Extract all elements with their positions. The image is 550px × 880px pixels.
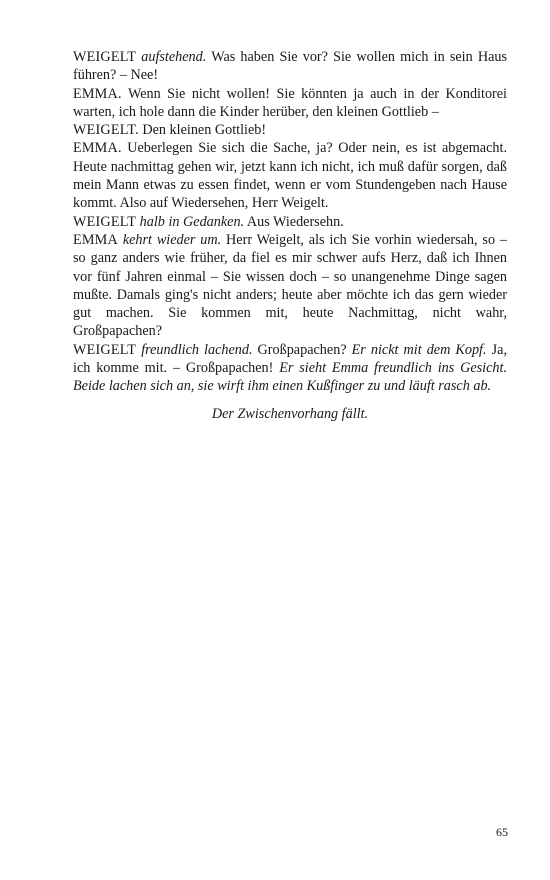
speaker-name: WEIGELT xyxy=(73,213,137,230)
speaker-name: WEIGELT xyxy=(73,49,137,65)
body-text xyxy=(73,48,507,396)
spoken-text: Wenn Sie nicht wollen! Sie könnten ja auch in der Konditorei warten, ich hole dann die Kinder herüber, den kleinen Gottlieb – xyxy=(73,85,507,120)
stage-direction: halb in Gedanken. xyxy=(139,213,245,230)
spoken-text: Ja, ich komme mit. – Großpapachen! xyxy=(73,341,507,377)
spoken-text: Herr Weigelt, als ich Sie vorhin wiedersah, so – so ganz anders wie früher, da fiel es mir schwer aufs Herz, daß ich Ihnen vor fünf Jahren einmal – Sie wissen doch – so unangenehme Dinge sagen mußte. Damals ging's nicht anders; heute aber möchte ich das gern wieder gut machen. Sie kommen mit, heute Nachmittag, nicht wahr, Großpapachen? xyxy=(73,231,507,340)
speaker-name: WEIGELT. xyxy=(73,122,139,139)
dialogue-paragraph xyxy=(73,121,507,139)
stage-direction: Er sieht Emma freundlich ins Gesicht. Beide lachen sich an, sie wirft ihm einen Kußfinger zu und läuft rasch ab. xyxy=(73,360,507,395)
dialogue-paragraph xyxy=(73,213,507,231)
page-number: 65 xyxy=(496,825,508,839)
speaker-name: EMMA. xyxy=(73,85,122,102)
stage-direction: freundlich lachend. xyxy=(141,341,253,358)
spoken-text: Was haben Sie vor? Sie wollen mich in sein Haus führen? – Nee! xyxy=(73,49,508,84)
dialogue-paragraph xyxy=(73,85,507,122)
stage-direction-curtain: Der Zwischenvorhang fällt. xyxy=(211,406,369,422)
dialogue-paragraph xyxy=(73,231,507,341)
speaker-name: EMMA. xyxy=(73,140,122,157)
dialogue-paragraph xyxy=(73,341,507,396)
dialogue-paragraph xyxy=(73,139,507,212)
spoken-text: Großpapachen? xyxy=(252,341,352,358)
spoken-text: Ueberlegen Sie sich die Sache, ja? Oder nein, es ist abgemacht. Heute nachmittag gehen wir, jetzt kann ich nicht, ich muß dafür sorgen, daß mein Mann etwas zu essen findet, wenn er vom Stundengeben nach Hause kommt. Also auf Wiedersehen, Herr Weigelt. xyxy=(73,140,507,212)
dialogue-paragraph xyxy=(73,48,507,85)
speaker-name: WEIGELT xyxy=(73,341,137,358)
stage-direction: Er nickt mit dem Kopf. xyxy=(351,341,487,358)
stage-direction: kehrt wieder um. xyxy=(122,231,222,248)
spoken-text: Aus Wiedersehn. xyxy=(244,213,344,230)
speaker-name: EMMA xyxy=(73,231,118,248)
spoken-text: Den kleinen Gottlieb! xyxy=(138,122,267,139)
stage-direction: aufstehend. xyxy=(141,49,207,65)
